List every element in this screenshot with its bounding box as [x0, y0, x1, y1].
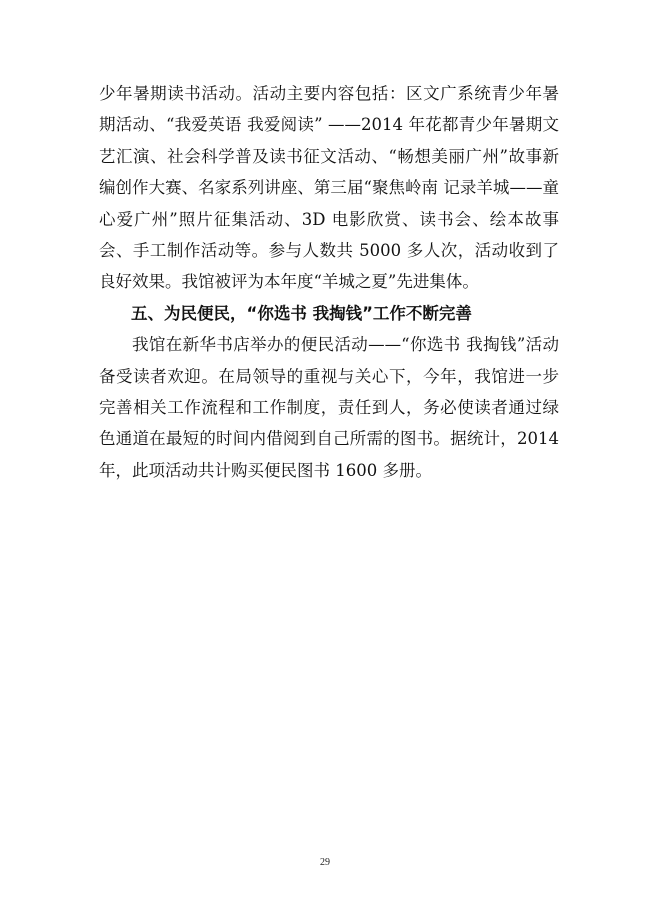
- section-heading-5: 五、为民便民，“你选书 我掏钱”工作不断完善: [131, 303, 472, 323]
- page-number: 29: [320, 857, 330, 868]
- paragraph-book-purchase-service: 我馆在新华书店举办的便民活动——“你选书 我掏钱”活动备受读者欢迎。在局领导的重视与关心下，今年，我馆进一步完善相关工作流程和工作制度，责任到人，务必使读者通过绿色通道在最短的时间内借阅到自己所需的图书。据统计，2014 年，此项活动共计购买便民图书 1600 多册。: [99, 335, 559, 480]
- paragraph-reading-activities: 少年暑期读书活动。活动主要内容包括：区文广系统青少年暑期活动、“我爱英语 我爱阅读” ——2014 年花都青少年暑期文艺汇演、社会科学普及读书征文活动、“畅想美丽广州”故事新编创作大赛、名家系列讲座、第三届“聚焦岭南 记录羊城——童心爱广州”照片征集活动、3D 电影欣赏、读书会、绘本故事会、手工制作活动等。参与人数共 5000 多人次，活动收到了良好效果。我馆被评为本年度“羊城之夏”先进集体。: [99, 84, 559, 292]
- document-body: [99, 78, 559, 486]
